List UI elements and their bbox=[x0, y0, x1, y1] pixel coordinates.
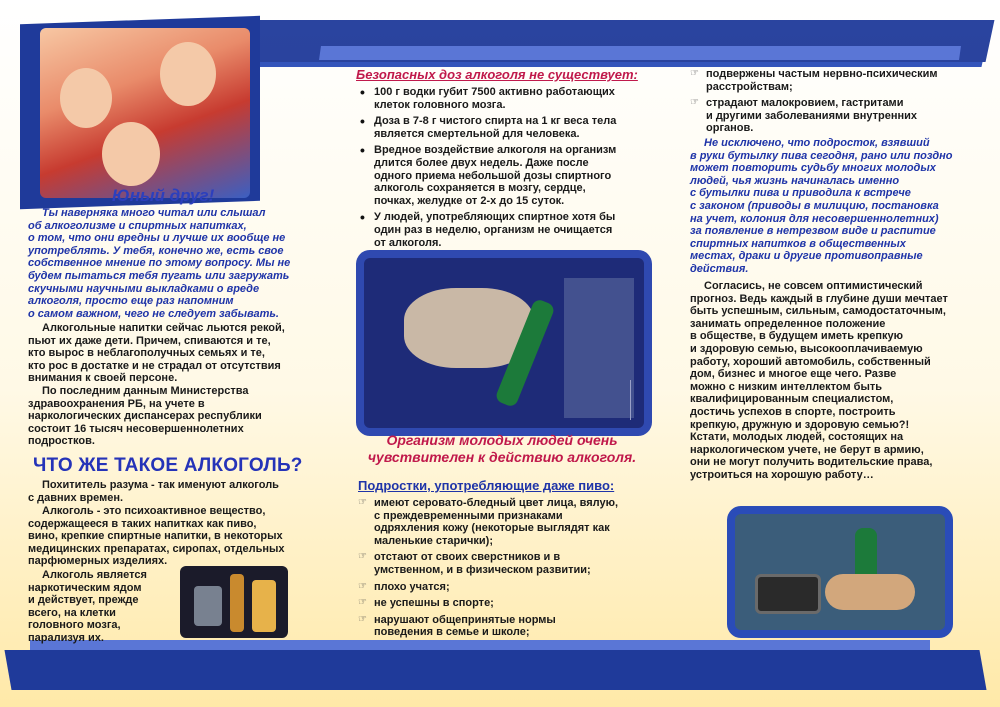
glass-shape bbox=[194, 586, 222, 626]
what-is-alcohol-heading: ЧТО ЖЕ ТАКОЕ АЛКОГОЛЬ? bbox=[33, 455, 303, 476]
list-item-line: от алкоголя. bbox=[374, 236, 442, 249]
heading-line: Организм молодых людей очень bbox=[386, 432, 618, 448]
warning-line: с законом (приводы в милицию, постановка bbox=[690, 199, 939, 212]
teens-heading: Подростки, употребляющие даже пиво: bbox=[358, 478, 615, 493]
closing-line: и здоровую семью, высокооплачиваемую bbox=[690, 342, 923, 355]
girl-face-shape bbox=[60, 68, 112, 128]
greeting-line: Ты наверняка много читал или слышал bbox=[42, 207, 266, 219]
what-line: головного мозга, bbox=[28, 619, 121, 632]
greeting-line: собственное мнение по этому вопросу. Мы не bbox=[28, 257, 291, 270]
closing-line: квалифицированным специалистом, bbox=[690, 393, 894, 406]
brush-stroke-top-accent bbox=[319, 46, 961, 60]
intro-line: здравоохранения РБ, на учете в bbox=[28, 397, 205, 410]
list-item bbox=[358, 597, 658, 610]
closing-line: быть успешным, сильным, самодостаточным, bbox=[690, 305, 946, 318]
intro-line: состоит 16 тысяч несовершеннолетних bbox=[28, 422, 244, 435]
warning-line: местах, драки и другие противоправные bbox=[690, 250, 923, 263]
closing-paragraph bbox=[690, 280, 985, 482]
intro-paragraph-1 bbox=[28, 322, 328, 385]
no-safe-dose-list bbox=[358, 86, 648, 253]
list-item-line: алкоголь сохраняется в мозгу, сердце, bbox=[374, 182, 586, 195]
what-line: содержащееся в таких напитках как пиво, bbox=[28, 517, 257, 530]
closing-line: дом, бизнес и многое еще чего. Разве bbox=[690, 368, 897, 381]
what-line: вино, крепкие спиртные напитки, в некоторых bbox=[28, 530, 283, 543]
list-item-line: органов. bbox=[706, 122, 754, 135]
list-item-line: ☞ страдают малокровием, гастритами bbox=[706, 97, 904, 110]
closing-line: прогноз. Ведь каждый в глубине души мечтает bbox=[690, 292, 948, 305]
greeting-line: будем пытаться тебя пугать или загружать bbox=[28, 269, 290, 282]
greeting-title: Юный друг! bbox=[112, 186, 215, 205]
what-paragraph-3 bbox=[28, 569, 178, 645]
list-item-line: • У людей, употребляющих спиртное хотя бы bbox=[374, 211, 616, 224]
closing-line: достичь успехов в спорте, построить bbox=[690, 405, 896, 418]
warning-paragraph bbox=[690, 137, 985, 276]
drinks-photo bbox=[180, 566, 288, 638]
greeting-line: о том, что они вредны и лучше их вообще не bbox=[28, 232, 286, 245]
closing-line: крепкую, дружную и здоровую семью?! bbox=[690, 418, 910, 431]
intro-line: кто рос в достатке и не страдал от отсутствия bbox=[28, 359, 281, 372]
brush-stroke-bottom bbox=[4, 650, 986, 690]
list-item bbox=[358, 86, 648, 111]
greeting-line: об алкоголизме и спиртных напитках, bbox=[28, 219, 247, 232]
list-item bbox=[358, 551, 658, 576]
list-item bbox=[358, 581, 658, 594]
bottle-shape bbox=[230, 574, 244, 632]
warning-line: на учет, колония для несовершеннолетних) bbox=[690, 212, 939, 225]
list-item bbox=[358, 115, 648, 140]
warning-line: спиртных напитков в общественных bbox=[690, 237, 906, 250]
party-photo bbox=[364, 258, 644, 428]
list-item-line: умственном, и в физическом развитии; bbox=[374, 563, 591, 576]
list-item-line: одного приема небольшой дозы спиртного bbox=[374, 169, 612, 182]
closing-line: занимать определенное положение bbox=[690, 317, 886, 330]
what-line: наркотическим ядом bbox=[28, 581, 142, 594]
bottle-shape bbox=[252, 580, 276, 632]
what-line: всего, на клетки bbox=[28, 606, 116, 619]
mirror-shape bbox=[755, 574, 821, 614]
heading-line: чувствителен к действию алкоголя. bbox=[367, 449, 637, 465]
list-item-line: является смертельной для человека. bbox=[374, 127, 580, 140]
list-item bbox=[358, 144, 648, 207]
intro-line: подростков. bbox=[28, 435, 95, 448]
intro-line: кто вырос в неблагополучных семьях и те, bbox=[28, 347, 265, 360]
list-item bbox=[358, 614, 658, 639]
intro-line: Алкогольные напитки сейчас льются рекой, bbox=[42, 322, 285, 334]
greeting-line: алкоголя, просто еще раз напомним bbox=[28, 295, 234, 308]
intro-line: пьют их даже дети. Причем, спиваются и те, bbox=[28, 334, 271, 347]
what-line: Алкоголь - это психоактивное вещество, bbox=[42, 505, 266, 517]
hand-shape bbox=[825, 574, 915, 610]
closing-line: в обществе, в будущем иметь крепкую bbox=[690, 330, 904, 343]
boy-front-face-shape bbox=[102, 122, 160, 186]
closing-line: они не могут получить водительские права, bbox=[690, 456, 933, 469]
warning-line: с бутылки пива и приводила к встрече bbox=[690, 187, 911, 200]
closing-line: можно с низким интеллектом быть bbox=[690, 380, 883, 393]
warning-line: действия. bbox=[690, 262, 749, 275]
list-item-line: клеток головного мозга. bbox=[374, 98, 506, 111]
list-item-line: расстройствам; bbox=[706, 80, 793, 93]
list-item bbox=[358, 497, 658, 547]
list-item-line: • Доза в 7-8 г чистого спирта на 1 кг веса тела bbox=[374, 115, 617, 128]
kids-photo bbox=[40, 28, 250, 198]
list-item-line: ☞ имеют серовато-бледный цвет лица, вялую, bbox=[374, 497, 619, 509]
greeting-paragraph bbox=[28, 207, 318, 320]
list-item-line: • Вредное воздействие алкоголя на организм bbox=[374, 144, 617, 157]
what-line: и действует, прежде bbox=[28, 594, 139, 607]
greeting-line: о самом важном, чего не следует забывать. bbox=[28, 307, 279, 320]
what-line: медицинских препаратах, сиропах, отдельных bbox=[28, 542, 285, 555]
list-item-line: ☞ плохо учатся; bbox=[374, 580, 450, 593]
list-item-line: с преждевременными признаками bbox=[374, 509, 563, 522]
closing-line: работу, хороший автомобиль, собственный bbox=[690, 355, 931, 368]
what-paragraph-2 bbox=[28, 505, 328, 568]
list-item-line: один раз в неделю, организм не очищается bbox=[374, 223, 613, 236]
list-item bbox=[690, 97, 980, 135]
intro-paragraph-2 bbox=[28, 385, 328, 448]
list-item-line: длится более двух недель. Даже после bbox=[374, 156, 589, 169]
right-list bbox=[690, 68, 980, 139]
list-item-line: • 100 г водки губит 7500 активно работающих bbox=[374, 86, 615, 98]
list-item bbox=[690, 68, 980, 93]
list-item-line: маленькие старички); bbox=[374, 534, 494, 547]
boy-face-shape bbox=[160, 42, 216, 106]
warning-line: людей, чья жизнь начиналась именно bbox=[690, 174, 900, 187]
list-item-line: ☞ нарушают общепринятые нормы bbox=[374, 613, 556, 626]
list-item bbox=[358, 211, 648, 249]
warning-line: в руки бутылку пива сегодня, рано или поздно bbox=[690, 149, 953, 162]
closing-line: Согласись, не совсем оптимистический bbox=[704, 280, 923, 292]
what-line: Похититель разума - так именуют алкоголь bbox=[42, 479, 279, 491]
teens-list bbox=[358, 497, 658, 643]
warning-line: Не исключено, что подросток, взявший bbox=[704, 137, 930, 149]
intro-line: наркологических диспансерах республики bbox=[28, 410, 262, 423]
what-line: с давних времен. bbox=[28, 491, 124, 504]
list-item-line: и другими заболеваниями внутренних bbox=[706, 109, 917, 122]
list-item-line: почках, желудке от 2-х до 15 суток. bbox=[374, 194, 565, 207]
list-item-line: ☞ отстают от своих сверстников и в bbox=[374, 551, 561, 564]
no-safe-dose-heading: Безопасных доз алкоголя не существует: bbox=[356, 67, 638, 82]
what-line: парфюмерных изделиях. bbox=[28, 555, 168, 568]
intro-line: По последним данным Министерства bbox=[42, 385, 249, 397]
sensitive-organism-heading bbox=[352, 432, 652, 466]
greeting-line: скучными научными выкладками о вреде bbox=[28, 282, 260, 295]
closing-line: наркологическом учете, не берут в армию, bbox=[690, 443, 924, 456]
closing-line: Кстати, молодых людей, состоящих на bbox=[690, 431, 904, 444]
closing-line: устроиться на хорошую работу… bbox=[690, 468, 874, 481]
list-item-line: ☞ не успешны в спорте; bbox=[374, 597, 494, 610]
list-item-line: поведения в семье и школе; bbox=[374, 626, 530, 639]
what-paragraph-1 bbox=[28, 479, 328, 504]
warning-line: за появление в нетрезвом виде и распитие bbox=[690, 225, 936, 238]
what-line: Алкоголь является bbox=[42, 569, 147, 581]
greeting-line: употреблять. У тебя, конечно же, есть свое bbox=[28, 244, 284, 257]
what-line: парализуя их. bbox=[28, 631, 104, 644]
intro-line: внимания к своей персоне. bbox=[28, 372, 178, 385]
driving-photo bbox=[735, 514, 945, 630]
glass-shape bbox=[564, 278, 634, 418]
warning-line: может повторить судьбу многих молодых bbox=[690, 162, 936, 175]
guide-line bbox=[630, 380, 631, 420]
list-item-line: ☞ подвержены частым нервно-психическим bbox=[706, 68, 938, 80]
list-item-line: одряхления кожу (некоторые выглядят как bbox=[374, 522, 610, 535]
